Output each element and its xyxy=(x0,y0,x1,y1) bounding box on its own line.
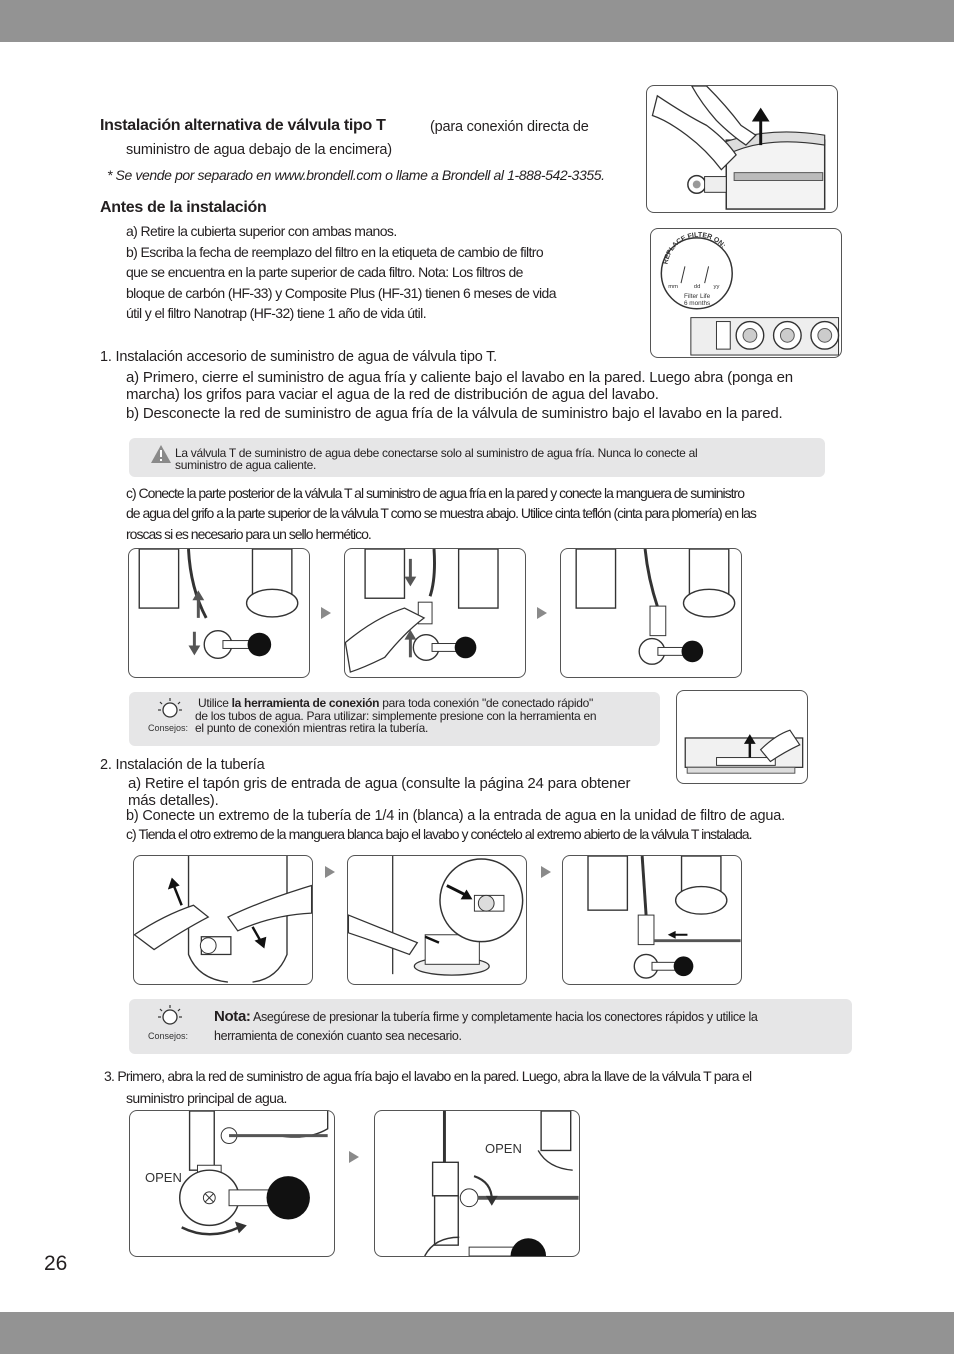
before-install-a: a) Retire la cubierta superior con ambas manos. xyxy=(126,223,397,239)
filter-label-life-2: 6 months xyxy=(683,299,711,307)
before-install-b-4: útil y el filtro Nanotrap (HF-32) tiene 1 año de vida útil. xyxy=(126,305,426,321)
next-arrow-icon xyxy=(321,607,331,619)
filter-label-mm: mm xyxy=(668,284,679,291)
next-arrow-icon xyxy=(537,607,547,619)
figure-step2-remove-plug xyxy=(133,855,313,985)
tip2-line-2: herramienta de conexión cuanto sea necesario. xyxy=(214,1029,462,1043)
footer-bar xyxy=(0,1312,954,1354)
before-install-b-3: bloque de carbón (HF-33) y Composite Plus (HF-31) tienen 6 meses de vida xyxy=(126,285,556,301)
step1-b: b) Desconecte la red de suministro de agua fría de la válvula de suministro bajo el lavabo en la pared. xyxy=(126,405,783,422)
warning-triangle-icon xyxy=(150,444,172,469)
header-bar xyxy=(0,0,954,42)
step2-b: b) Conecte un extremo de la tubería de 1/4 in (blanca) a la entrada de agua en la unidad de filtro de agua. xyxy=(126,808,785,824)
step3-line-1: 3. Primero, abra la red de suministro de agua fría bajo el lavabo en la pared. Luego, abra la llave de la válvula T para el xyxy=(104,1068,752,1084)
step1-c-1: c) Conecte la parte posterior de la válvula T al suministro de agua fría en la pared y conecte la manguera de suministro xyxy=(126,485,744,501)
section-title-note-2: suministro de agua debajo de la encimera) xyxy=(126,142,392,158)
tip-label: Consejos: xyxy=(148,1031,189,1041)
step2-c: c) Tienda el otro extremo de la manguera blanca bajo el lavabo y conéctelo al extremo abierto de la válvula T instalada. xyxy=(126,826,752,842)
tip1-line-2: de los tubos de agua. Para utilizar: simplemente presione con la herramienta en xyxy=(195,709,597,723)
figure-step2-connect-tube xyxy=(347,855,527,985)
sold-separately-note: * Se vende por separado en www.brondell.com o llame a Brondell al 1-888-542-3355. xyxy=(107,167,605,183)
filter-label-dd: dd xyxy=(693,284,701,291)
next-arrow-icon xyxy=(541,866,551,878)
tip-lightbulb xyxy=(150,697,190,721)
open-label-right: OPEN xyxy=(485,1141,522,1156)
tip-lightbulb xyxy=(150,1004,190,1028)
warning-text-2: suministro de agua caliente. xyxy=(175,458,317,472)
filter-label-arc: REPLACE FILTER ON: xyxy=(662,231,727,265)
filter-label-yy: yy xyxy=(713,284,720,291)
tip1-line-1: Utilice la herramienta de conexión para toda conexión "de conectado rápido" xyxy=(198,696,593,710)
lightbulb-icon xyxy=(157,697,183,721)
figure-step1-complete xyxy=(560,548,742,678)
step2-a-2: más detalles). xyxy=(128,792,219,809)
step1-c-3: roscas si es necesario para un sello hermético. xyxy=(126,526,371,542)
step1-a-2: marcha) los grifos para vaciar el agua de la red de distribución de agua del lavabo. xyxy=(126,386,659,403)
page-number: 26 xyxy=(44,1252,68,1275)
section-title-note-1: (para conexión directa de xyxy=(430,119,589,135)
lightbulb-icon xyxy=(157,1004,183,1028)
figure-step2-tube-to-valve xyxy=(562,855,742,985)
step1-c-2: de agua del grifo a la parte superior de la válvula T como se muestra abajo. Utilice cinta teflón (cinta para plomería) en las xyxy=(126,505,756,521)
open-label-left: OPEN xyxy=(145,1170,182,1185)
before-install-b-1: b) Escriba la fecha de reemplazo del filtro en la etiqueta de cambio de filtro xyxy=(126,244,544,260)
figure-step1-attach-valve xyxy=(344,548,526,678)
step2-heading: 2. Instalación de la tubería xyxy=(100,757,265,773)
filter-label-life-1: Filter Life xyxy=(683,292,711,300)
tip1-line-3: el punto de conexión mientras retira la tubería. xyxy=(195,721,429,735)
figure-step1-disconnect xyxy=(128,548,310,678)
before-install-heading: Antes de la instalación xyxy=(100,199,267,216)
step1-a-1: a) Primero, cierre el suministro de agua fría y caliente bajo el lavabo en la pared. Luego abra (ponga en xyxy=(126,369,793,386)
tip2-line-1: Nota: Asegúrese de presionar la tubería firme y completamente hacia los conectores rápidos y utilice la xyxy=(214,1008,758,1025)
figure-filter-label xyxy=(650,228,842,358)
next-arrow-icon xyxy=(349,1151,359,1163)
figure-connection-tool xyxy=(676,690,808,784)
before-install-b-2: que se encuentra en la parte superior de cada filtro. Nota: Los filtros de xyxy=(126,264,523,280)
step2-a-1: a) Retire el tapón gris de entrada de agua (consulte la página 24 para obtener xyxy=(128,775,631,792)
warning-text-1: La válvula T de suministro de agua debe conectarse solo al suministro de agua fría. Nunca lo conecte al xyxy=(175,446,698,460)
step1-heading: 1. Instalación accesorio de suministro de agua de válvula tipo T. xyxy=(100,349,498,365)
figure-remove-cover xyxy=(646,85,838,213)
section-title: Instalación alternativa de válvula tipo T xyxy=(100,117,386,134)
next-arrow-icon xyxy=(325,866,335,878)
tip-label: Consejos: xyxy=(148,723,189,733)
step3-line-2: suministro principal de agua. xyxy=(126,1090,287,1106)
figure-step3-open-valve xyxy=(374,1110,580,1257)
